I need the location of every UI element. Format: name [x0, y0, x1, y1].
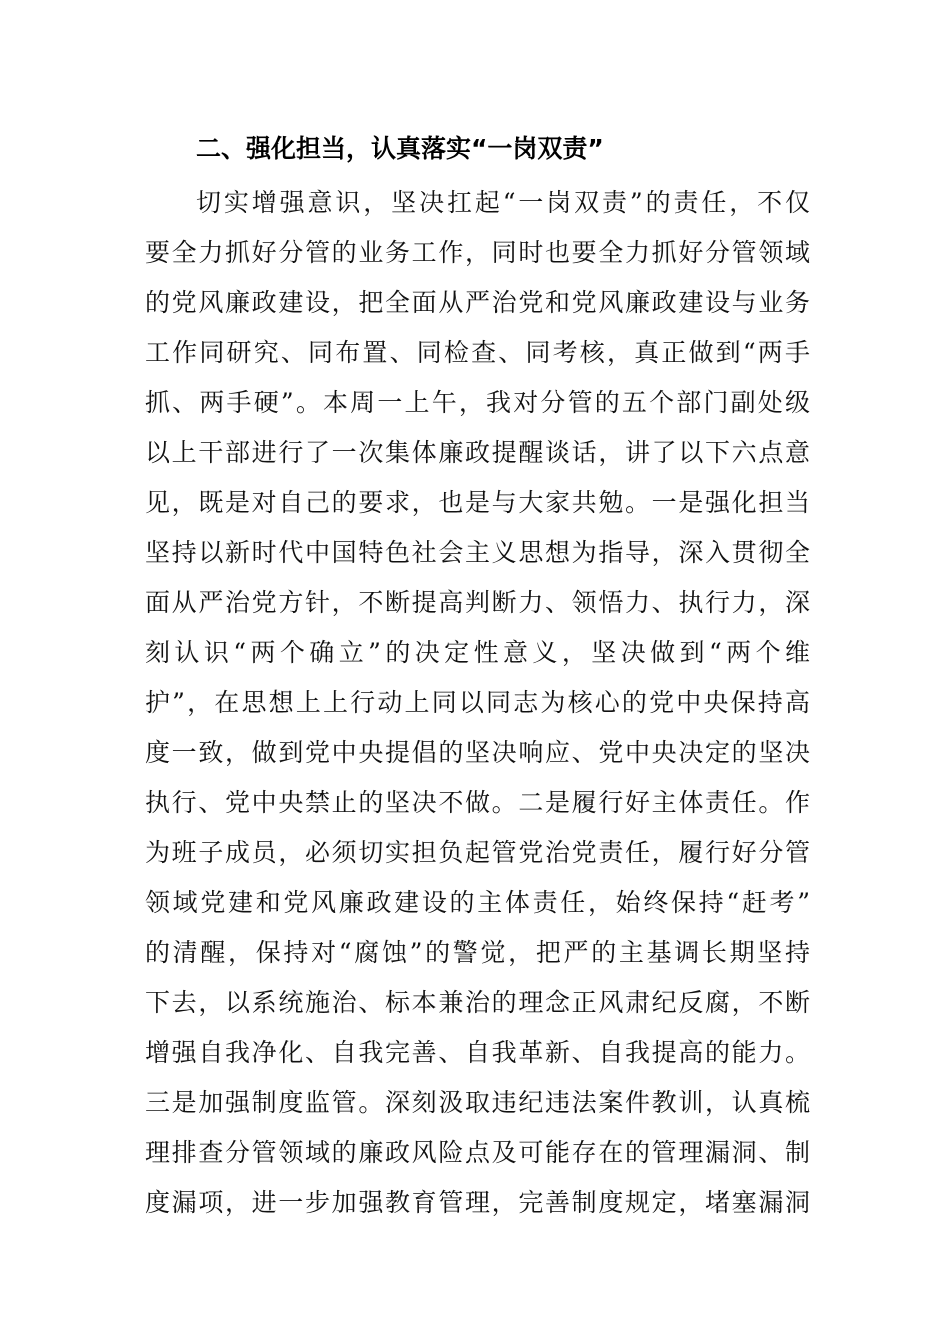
paragraph-line: 以上干部进行了一次集体廉政提醒谈话，讲了以下六点意: [145, 438, 810, 467]
paragraph-line: 下去，以系统施治、标本兼治的理念正风肃纪反腐，不断: [145, 988, 810, 1017]
paragraph-line: 三是加强制度监管。深刻汲取违纪违法案件教训，认真梳: [145, 1088, 810, 1117]
paragraph-line: 护”，在思想上上行动上同以同志为核心的党中央保持高: [145, 688, 810, 717]
paragraph-line: 切实增强意识，坚决扛起“一岗双责”的责任，不仅: [196, 188, 810, 217]
section-heading: 二、强化担当，认真落实“一岗双责”: [196, 134, 604, 163]
paragraph-line: 工作同研究、同布置、同检查、同考核，真正做到“两手: [145, 338, 810, 367]
paragraph-line: 刻认识“两个确立”的决定性意义，坚决做到“两个维: [145, 638, 810, 667]
paragraph-line: 领域党建和党风廉政建设的主体责任，始终保持“赶考”: [145, 888, 810, 917]
paragraph-line: 度一致，做到党中央提倡的坚决响应、党中央决定的坚决: [145, 738, 810, 767]
paragraph-line: 坚持以新时代中国特色社会主义思想为指导，深入贯彻全: [145, 538, 810, 567]
paragraph-line: 抓、两手硬”。本周一上午，我对分管的五个部门副处级: [145, 388, 810, 417]
paragraph-line: 理排查分管领域的廉政风险点及可能存在的管理漏洞、制: [145, 1138, 810, 1167]
body-paragraph: [145, 178, 810, 1228]
paragraph-line: 见，既是对自己的要求，也是与大家共勉。一是强化担当: [145, 488, 810, 517]
paragraph-line: 要全力抓好分管的业务工作，同时也要全力抓好分管领域: [145, 238, 810, 267]
paragraph-line: 增强自我净化、自我完善、自我革新、自我提高的能力。: [145, 1038, 810, 1067]
paragraph-line: 面从严治党方针，不断提高判断力、领悟力、执行力，深: [145, 588, 810, 617]
paragraph-line: 度漏项，进一步加强教育管理，完善制度规定，堵塞漏洞: [145, 1188, 810, 1217]
paragraph-line: 的清醒，保持对“腐蚀”的警觉，把严的主基调长期坚持: [145, 938, 810, 967]
paragraph-line: 的党风廉政建设，把全面从严治党和党风廉政建设与业务: [145, 288, 810, 317]
paragraph-line: 为班子成员，必须切实担负起管党治党责任，履行好分管: [145, 838, 810, 867]
paragraph-line: 执行、党中央禁止的坚决不做。二是履行好主体责任。作: [145, 788, 810, 817]
